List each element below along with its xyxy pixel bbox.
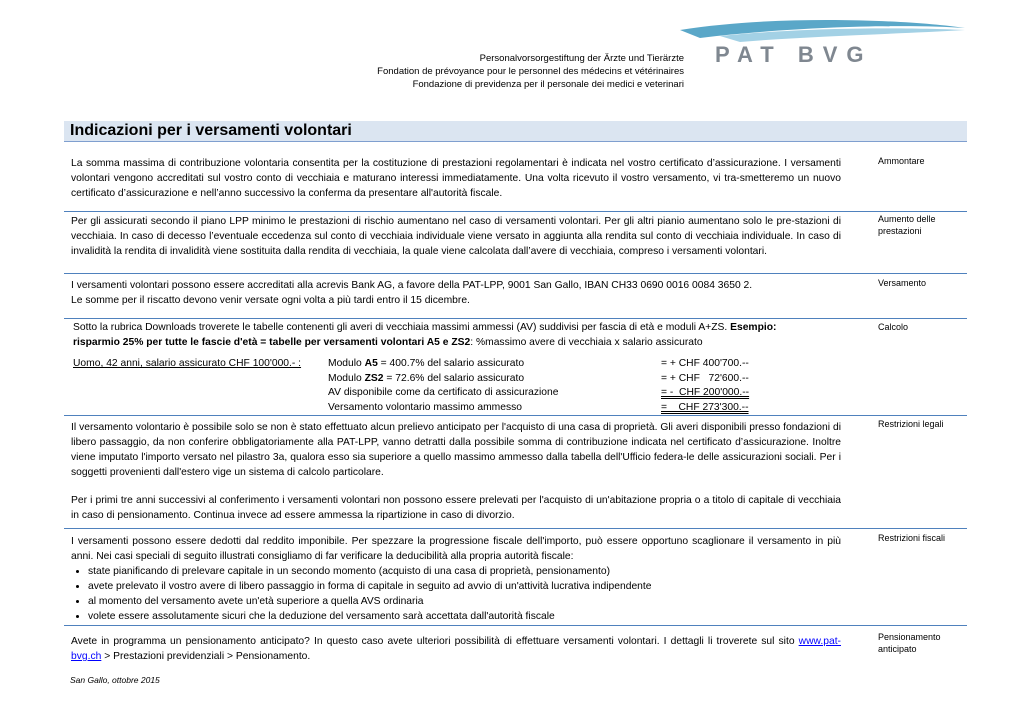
- page-title: Indicazioni per i versamenti volontari: [70, 122, 352, 139]
- logo-text: PAT BVG: [715, 42, 873, 67]
- row-amount: = CHF 273'300.--: [661, 401, 749, 413]
- list-item: • al momento del versamento avete un'età superiore a quella AVS ordinaria: [88, 594, 841, 609]
- calc-intro: [73, 320, 843, 350]
- list-item: • volete essere assolutamente sicuri che la deduzione del versamento sarà accettata dall'autorità fiscale: [88, 609, 841, 624]
- deadline-line: Le somme per il riscatto devono venir versate ogni volta a più tardi entro il 15 dicembre.: [71, 295, 470, 306]
- pat-bvg-logo: [660, 18, 970, 78]
- row-label: AV disponibile come da certificato di assicurazione: [328, 387, 559, 398]
- row-module: A5: [364, 358, 378, 369]
- row-amount: = - CHF 200'000.--: [661, 387, 750, 398]
- section-text: [71, 278, 841, 308]
- org-name-it: Fondazione di previdenza per il personale dei medici e veterinari: [412, 79, 684, 90]
- row-amount: = + CHF 72'600.--: [661, 372, 749, 384]
- footer-date: San Gallo, ottobre 2015: [70, 675, 160, 685]
- paragraph: I versamenti possono essere dedotti dal reddito imponibile. Per spezzare la progressione fiscale dell'importo, può essere opportuno scaglionare il versamento in più anni. Nei casi speciali di seguito illustrati consigliamo di far verificare la deducibilità alla propria autorità fiscale:: [71, 536, 841, 562]
- title-bar: [64, 121, 967, 142]
- section-text: Per gli assicurati secondo il piano LPP minimo le prestazioni di rischio aumentano nel caso di versamenti volontari. Per gli altri pianio aumentano solo le pre-stazioni di vecchiaia. In caso di decesso l’eventuale eccedenza sul conto di vecchiaia individuale viene versato in aggiunta alla rendita sul conto di vecchiaia individuale. In caso di invalidità la rendita di invalidità viene sostituita dalla rendita di vecchiaia, la quale viene calcolata dall’avere di vecchiaia, compreso i versamenti volontari.: [71, 216, 841, 257]
- row-label: Modulo: [328, 358, 365, 369]
- example-label: Esempio:: [730, 322, 777, 333]
- section-label: Restrizioni fiscali: [878, 533, 946, 543]
- section-text: La somma massima di contribuzione volontaria consentita per la costituzione di prestazioni regolamentari è indicata nel vostro certificato d’assicurazione. I versamenti volontari vengono accreditati sul vostro conto di vecchiaia e maturano interessi immediatamente. Una volta ricevuto il vostro versamento, vi tra-smetteremo un nuovo certificato d’assicurazione e nell’anno successivo la conferma da presentare all'autorità fiscale.: [71, 158, 841, 199]
- calc-person-text: Uomo, 42 anni, salario assicurato CHF 100'000.- :: [73, 358, 302, 369]
- bullet-list: [71, 564, 841, 624]
- section-label: Ammontare: [878, 156, 925, 166]
- section-text: [71, 634, 841, 664]
- row-label: Modulo: [328, 372, 365, 384]
- org-name-de: Personalvorsorgestiftung der Ärzte und Tierärzte: [479, 53, 684, 64]
- list-item: • state pianificando di prelevare capitale in un secondo momento (acquisto di una casa di proprietà, pensionamento): [88, 564, 841, 579]
- example-tail: : %massimo avere di vecchiaia x salario assicurato: [470, 337, 703, 348]
- website-link[interactable]: www.pat-bvg.ch: [71, 636, 841, 662]
- section-label: Calcolo: [878, 322, 909, 332]
- row-desc: = 400.7% del salario assicurato: [377, 358, 525, 369]
- calc-intro-text: Sotto la rubrica Downloads troverete le tabelle contenenti gli averi di vecchiaia massimi ammessi (AV) suddivisi per fascia di età e moduli A+ZS.: [73, 322, 731, 333]
- section-calcolo: [64, 319, 967, 416]
- organization-names: [377, 52, 684, 91]
- example-bold: risparmio 25% per tutte le fascie d'età = tabelle per versamenti volontari A5 e ZS2: [73, 337, 471, 348]
- section-versamento: [64, 274, 967, 319]
- section-pensionamento: [64, 626, 967, 670]
- pension-text: Avete in programma un pensionamento anticipato? In questo caso avete ulteriori possibilità di effettuare versamenti volontari. I dettagli li troverete sul sito: [71, 636, 799, 647]
- calc-row: [328, 372, 828, 387]
- section-label: Aumento delle prestazioni: [878, 214, 936, 236]
- row-amount: = + CHF 400'700.--: [661, 358, 749, 369]
- org-name-fr: Fondation de prévoyance pour le personnel des médecins et vétérinaires: [377, 66, 684, 77]
- pension-tail: > Prestazioni previdenziali > Pensionamento.: [101, 651, 311, 662]
- iban-line: I versamenti volontari possono essere accreditati alla acrevis Bank AG, a favore della PAT-LPP, 9001 San Gallo, IBAN CH33 0690 0016 0084 3650 2.: [71, 280, 753, 291]
- list-item: • avete prelevato il vostro avere di libero passaggio in forma di capitale in seguito ad avvio di un'attività lucrativa indipendente: [88, 579, 841, 594]
- section-ammontare: [64, 142, 967, 212]
- row-module: ZS2: [364, 372, 384, 384]
- row-label: Versamento volontario massimo ammesso: [328, 401, 523, 413]
- section-text: [71, 420, 841, 523]
- section-label: Pensionamento anticipato: [878, 632, 941, 654]
- paragraph: Per i primi tre anni successivi al conferimento i versamenti volontari non possono essere prelevati per l'acquisto di un'abitazione propria o a titolo di capitale di vecchiaia in caso di pensionamento. Continua invece ad essere ammessa la ripartizione in caso di divorzio.: [71, 495, 841, 521]
- section-restrizioni-fiscali: [64, 529, 967, 626]
- calc-row: [328, 401, 828, 416]
- section-text: [71, 534, 841, 624]
- section-restrizioni-legali: [64, 416, 967, 529]
- section-label: Versamento: [878, 278, 927, 288]
- section-label: Restrizioni legali: [878, 419, 944, 429]
- calc-rows: [328, 357, 828, 415]
- row-desc: = 72.6% del salario assicurato: [383, 372, 525, 384]
- section-aumento: [64, 212, 967, 274]
- paragraph: Il versamento volontario è possibile solo se non è stato effettuato alcun prelievo anticipato per l'acquisto di una casa di proprietà. Gli averi disponibili presso fondazioni di libero passaggio, da non conferire obbligatoriamente alla PAT-LPP, vanno detratti dalla possibile somma di contribuzione indicata nel certificato d’assicurazione. Inoltre viene imputato l'importo versato nel pilastro 3a, qualora esso sia superiore a quello massimo ammesso dalla tabella dell'Ufficio federa-le delle assicurazioni sociali. Per i soggetti provenienti dall'estero vige un sistema di calcolo particolare.: [71, 422, 841, 478]
- calc-row: [328, 357, 828, 372]
- calc-row: [328, 386, 828, 401]
- calc-person: [73, 357, 301, 372]
